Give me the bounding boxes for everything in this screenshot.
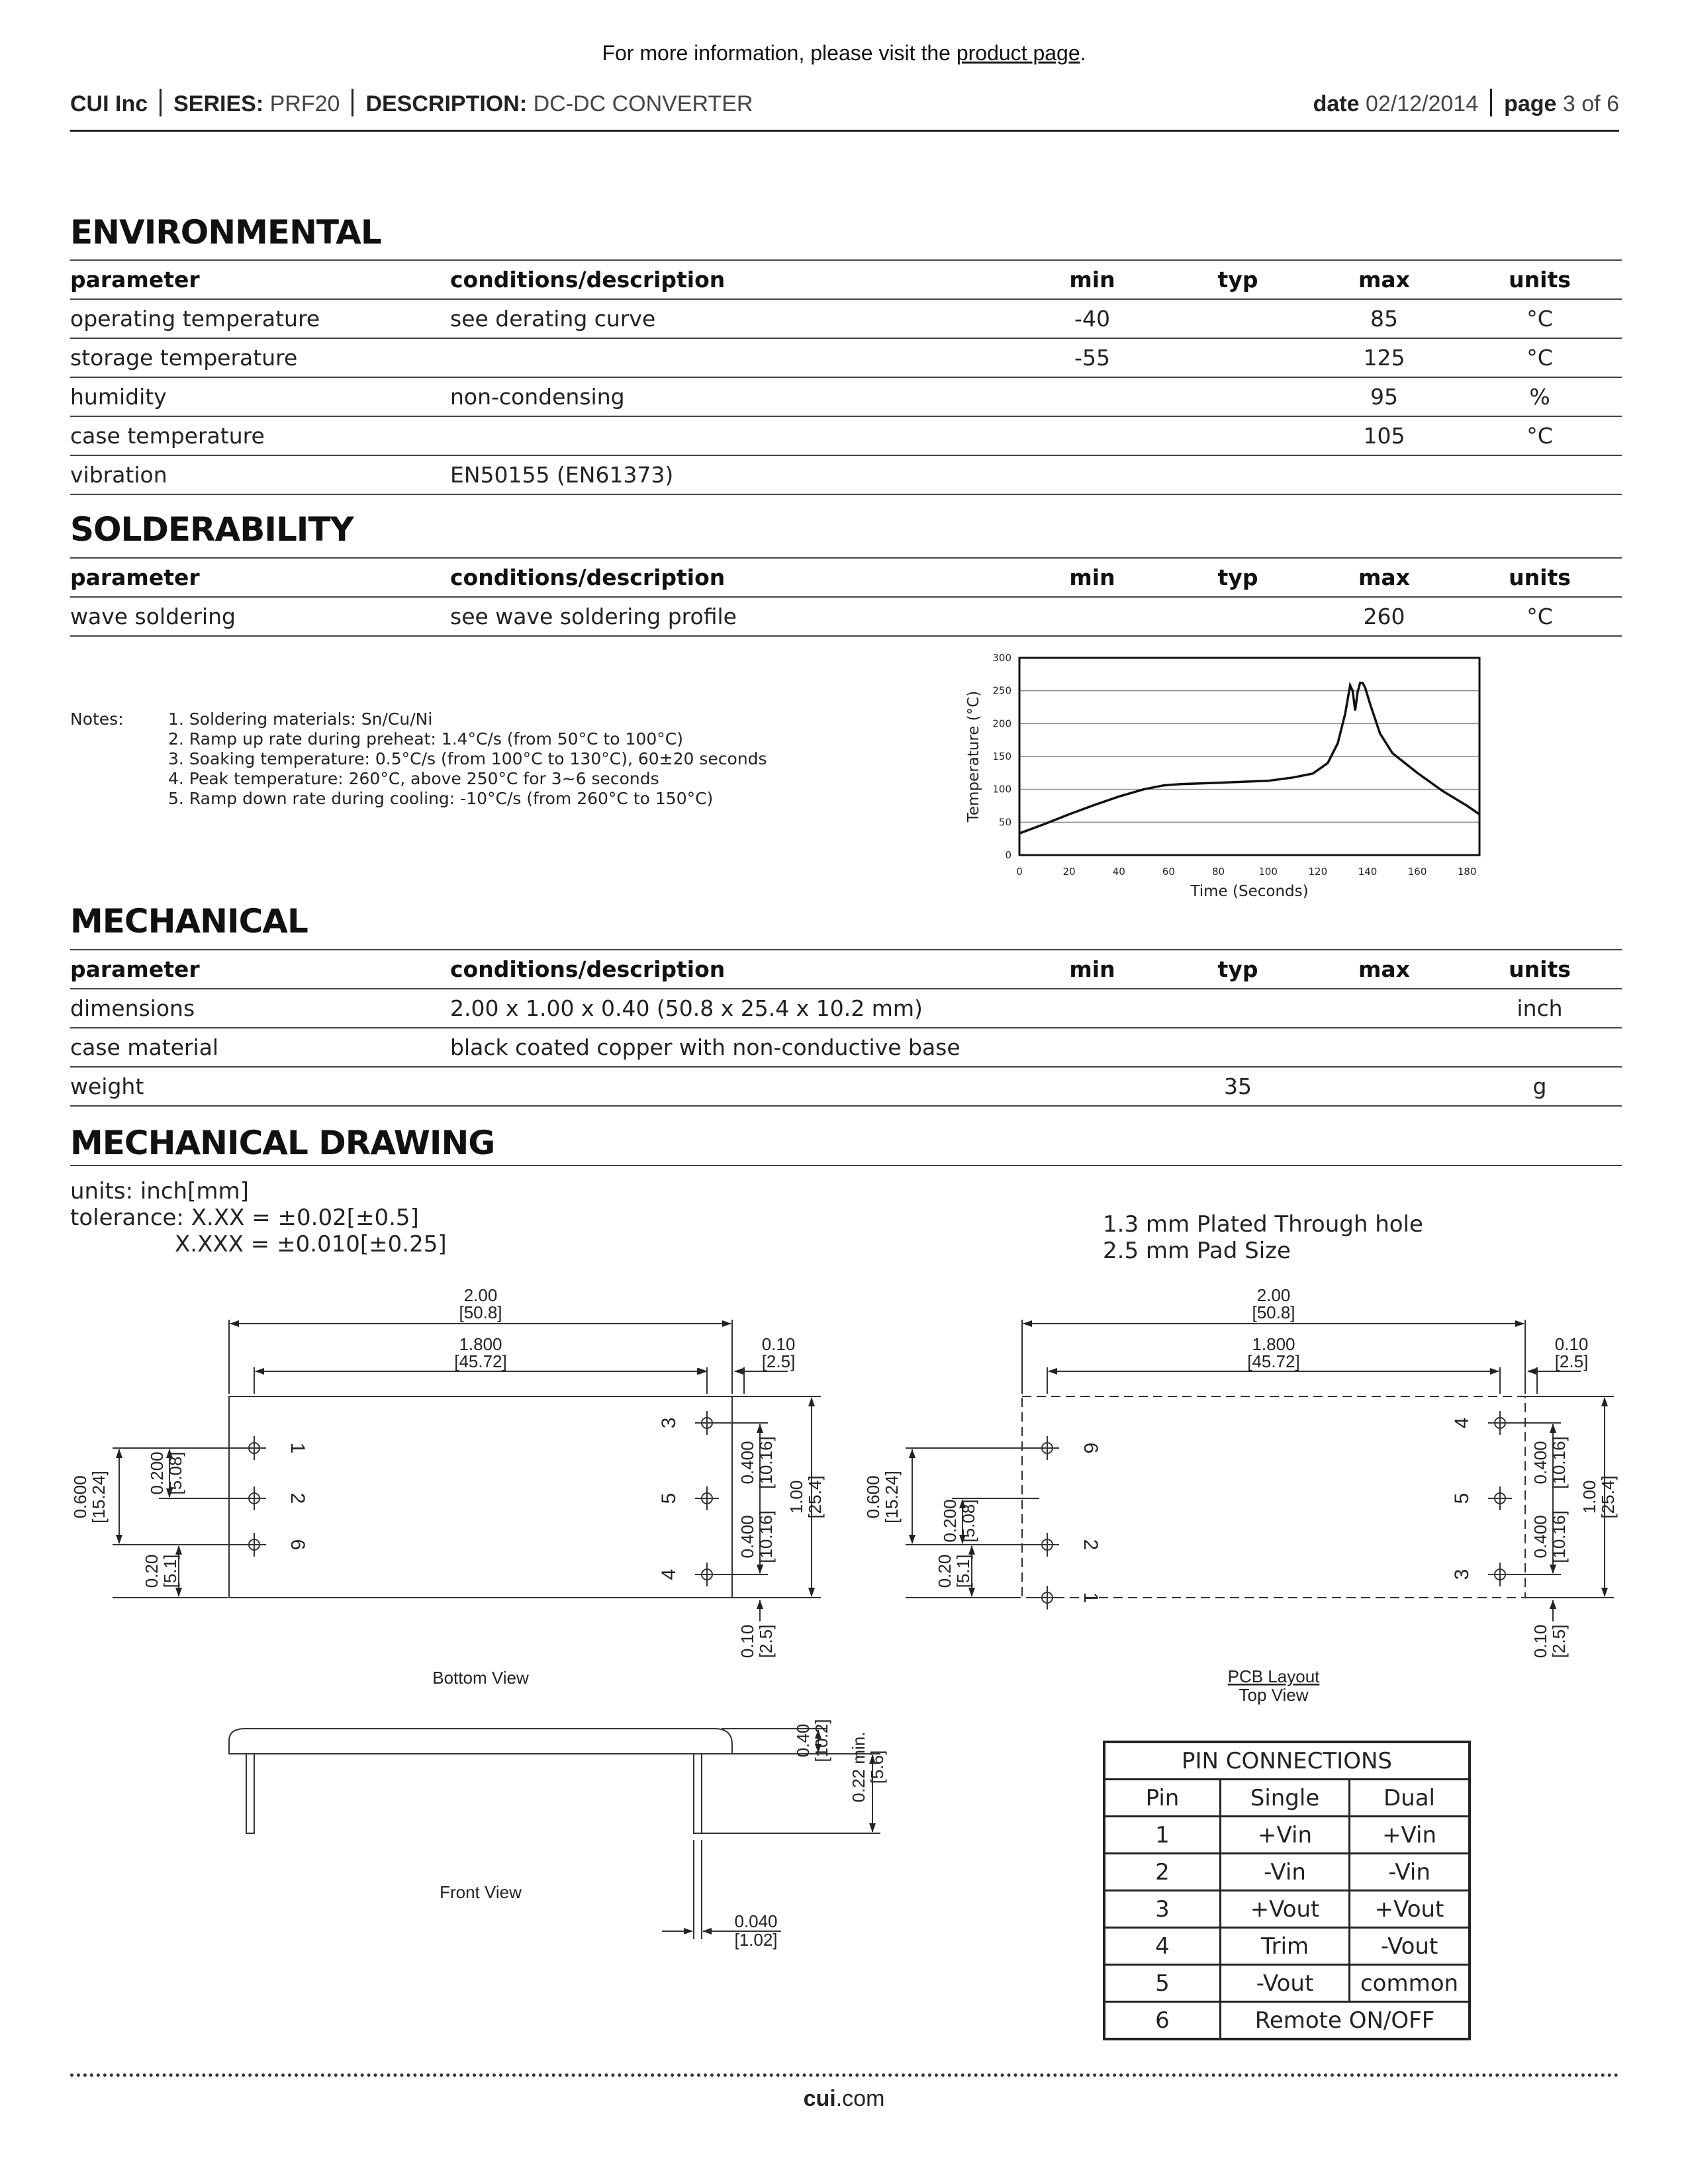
pcb-pin-2 <box>1035 1533 1059 1557</box>
dim-height-mm: [25.4] <box>805 1475 825 1519</box>
dim-400-mm: [10.16] <box>756 1510 776 1563</box>
table-row: dimensions 2.00 x 1.00 x 0.40 (50.8 x 25.4 x 10.2 mm) inch <box>70 989 1622 1028</box>
dim-400: 0.400 <box>1530 1441 1550 1484</box>
x-tick-label: 100 <box>1258 866 1278 878</box>
x-tick-label: 40 <box>1112 866 1125 878</box>
x-tick-label: 140 <box>1358 866 1378 878</box>
y-axis-label: Temperature (°C) <box>965 690 982 823</box>
dim-400: 0.400 <box>737 1441 757 1484</box>
bottom-pin-2 <box>242 1486 266 1510</box>
dim-thickness: 0.40 <box>793 1723 813 1758</box>
x-tick-label: 20 <box>1062 866 1076 878</box>
dim-600-mm: [15.24] <box>89 1471 109 1524</box>
note-item: 5. Ramp down rate during cooling: -10°C/s (from 260°C to 150°C) <box>168 789 714 808</box>
dim-pin-diameter: 0.040 <box>734 1911 778 1931</box>
dim-height: 1.00 <box>1579 1480 1599 1514</box>
dim-20: 0.20 <box>935 1554 955 1588</box>
table-row: storage temperature -55 125 °C <box>70 338 1622 377</box>
pin-label: 1 <box>287 1442 308 1454</box>
tolerance-block: units: inch[mm] tolerance: X.XX = ±0.02[±0.5] X.XXX = ±0.010[±0.25] <box>70 1178 447 1257</box>
dim-600-mm: [15.24] <box>882 1471 902 1524</box>
x-tick-label: 120 <box>1308 866 1328 878</box>
dim-edge: 0.10 <box>1530 1624 1550 1659</box>
company-name: CUI Inc <box>70 91 148 116</box>
pcb-pin-6 <box>1035 1436 1059 1460</box>
dim-pitch: 1.800 <box>1252 1334 1295 1354</box>
pin-label: 3 <box>658 1417 680 1429</box>
y-tick-label: 300 <box>992 652 1011 664</box>
table-row: vibration EN50155 (EN61373) <box>70 455 1622 494</box>
pcb-pin-3 <box>1488 1563 1512 1586</box>
front-pin-left <box>246 1754 254 1833</box>
x-tick-label: 80 <box>1211 866 1225 878</box>
mechanical-table: parameter conditions/description min typ max units dimensions 2.00 x 1.00 x 0.40 (50.8 x 25.4 x 10.2 mm) inch case material black coated copper with non-conductive base weight 35 g <box>70 949 1622 1107</box>
wave-soldering-chart <box>953 647 1496 925</box>
pin-label: 2 <box>1080 1539 1102 1551</box>
note-item: 2. Ramp up rate during preheat: 1.4°C/s (from 50°C to 100°C) <box>168 729 683 749</box>
dim-400: 0.400 <box>1530 1515 1550 1559</box>
solderability-title: SOLDERABILITY <box>70 510 353 549</box>
table-row: 3 +Vout +Vout <box>1104 1891 1470 1928</box>
mechanical-drawing-title: MECHANICAL DRAWING <box>70 1124 1622 1166</box>
dim-thickness-mm: [10.2] <box>812 1719 831 1762</box>
dim-200-mm: [5.08] <box>165 1451 185 1495</box>
pin-label: 5 <box>658 1492 680 1504</box>
pin-label: 3 <box>1451 1569 1473 1580</box>
dim-pitch: 1.800 <box>459 1334 502 1354</box>
pin-label: 6 <box>1080 1442 1102 1454</box>
pin-label: 2 <box>287 1492 308 1504</box>
dim-width: 2.00 <box>1256 1285 1291 1305</box>
y-tick-label: 200 <box>992 717 1011 730</box>
bottom-pin-6 <box>242 1533 266 1557</box>
table-row: wave soldering see wave soldering profile 260 °C <box>70 597 1622 636</box>
table-row: 1 +Vin +Vin <box>1104 1817 1470 1854</box>
note-item: 1. Soldering materials: Sn/Cu/Ni <box>168 709 433 729</box>
pin-label: 4 <box>658 1569 680 1580</box>
dim-200: 0.200 <box>147 1451 167 1495</box>
pin-table-title: PIN CONNECTIONS <box>1104 1742 1470 1780</box>
dim-600: 0.600 <box>70 1475 90 1519</box>
dim-pin-length: 0.22 min. <box>849 1731 868 1803</box>
dim-height: 1.00 <box>786 1480 806 1514</box>
table-row: operating temperature see derating curve -40 85 °C <box>70 299 1622 338</box>
dim-height-mm: [25.4] <box>1598 1475 1618 1519</box>
note-item: 4. Peak temperature: 260°C, above 250°C for 3~6 seconds <box>168 769 659 788</box>
footer-site[interactable]: cui.com <box>803 2086 885 2111</box>
y-tick-label: 0 <box>1005 849 1011 861</box>
table-row: 6 Remote ON/OFF <box>1104 2002 1470 2040</box>
bottom-pin-4 <box>695 1563 719 1586</box>
x-tick-label: 160 <box>1407 866 1427 878</box>
x-tick-label: 60 <box>1162 866 1175 878</box>
table-row: case temperature 105 °C <box>70 416 1622 455</box>
dim-200: 0.200 <box>940 1499 960 1543</box>
bottom-pin-3 <box>695 1411 719 1435</box>
dim-400-mm: [10.16] <box>1549 1436 1569 1489</box>
y-tick-label: 100 <box>992 783 1011 796</box>
dim-200-mm: [5.08] <box>959 1499 978 1543</box>
pcb-layout-label: PCB Layout <box>1227 1666 1320 1686</box>
table-row: 4 Trim -Vout <box>1104 1928 1470 1965</box>
top-view-label: Top View <box>1239 1685 1309 1705</box>
dim-edge-mm: [2.5] <box>1554 1351 1589 1371</box>
y-tick-label: 150 <box>992 751 1011 762</box>
notes-label: Notes: <box>70 709 124 729</box>
dim-width: 2.00 <box>463 1285 498 1305</box>
solderability-table: parameter conditions/description min typ max units wave soldering see wave soldering profile 260 °C <box>70 557 1622 637</box>
dim-width-mm: [50.8] <box>1252 1302 1295 1322</box>
page-number: 3 of 6 <box>1562 91 1619 116</box>
environmental-table: parameter conditions/description min typ max units operating temperature see derating curve -40 85 °C storage temperature -55 125 °C humidity non-condensing 95 % case temperature 105 °C vibration EN50155 (EN61373) <box>70 259 1622 495</box>
pin-label: 6 <box>287 1539 308 1551</box>
dim-20-mm: [5.1] <box>953 1554 973 1588</box>
dim-edge-mm: [2.5] <box>1549 1624 1569 1659</box>
pcb-pin-4 <box>1488 1411 1512 1435</box>
pin-label: 5 <box>1451 1492 1473 1504</box>
dim-400-mm: [10.16] <box>756 1436 776 1489</box>
pcb-hole-note: 1.3 mm Plated Through hole 2.5 mm Pad Size <box>1103 1211 1423 1264</box>
table-row: 2 -Vin -Vin <box>1104 1854 1470 1891</box>
top-note: For more information, please visit the product page. <box>602 41 1086 65</box>
dim-400-mm: [10.16] <box>1549 1510 1569 1563</box>
dim-edge: 0.10 <box>761 1334 796 1354</box>
pcb-layout-outline <box>1022 1396 1525 1598</box>
dim-edge-mm: [2.5] <box>761 1351 796 1371</box>
dim-pitch-mm: [45.72] <box>1247 1351 1300 1371</box>
pcb-pin-5 <box>1488 1486 1512 1510</box>
dim-edge-mm: [2.5] <box>756 1624 776 1659</box>
dim-edge: 0.10 <box>1554 1334 1589 1354</box>
environmental-title: ENVIRONMENTAL <box>70 213 381 251</box>
date-value: 02/12/2014 <box>1365 91 1479 116</box>
dim-width-mm: [50.8] <box>459 1302 502 1322</box>
dim-edge: 0.10 <box>737 1624 757 1659</box>
dim-pin-length-mm: [5.6] <box>867 1750 887 1784</box>
dim-pin-diameter-mm: [1.02] <box>734 1930 778 1950</box>
table-row: weight 35 g <box>70 1067 1622 1106</box>
dim-400: 0.400 <box>737 1515 757 1559</box>
page-header: CUI Inc SERIES: PRF20 DESCRIPTION: DC-DC CONVERTER date 02/12/2014 page 3 of 6 <box>70 89 1619 132</box>
pcb-pin-1 <box>1035 1586 1059 1610</box>
y-tick-label: 50 <box>998 816 1011 829</box>
description-value: DC-DC CONVERTER <box>533 91 753 116</box>
x-tick-label: 0 <box>1016 866 1023 878</box>
y-tick-label: 250 <box>992 684 1011 697</box>
front-view-label: Front View <box>440 1882 522 1902</box>
bottom-view-label: Bottom View <box>432 1668 529 1688</box>
dim-20: 0.20 <box>142 1554 162 1588</box>
series-value: PRF20 <box>269 91 340 116</box>
footer-divider <box>70 2073 1619 2077</box>
pin-label: 1 <box>1080 1592 1102 1604</box>
dim-pitch-mm: [45.72] <box>454 1351 507 1371</box>
pin-label: 4 <box>1451 1417 1473 1429</box>
x-axis-label: Time (Seconds) <box>1190 883 1309 900</box>
front-view-body <box>229 1729 732 1754</box>
front-pin-right <box>694 1754 702 1833</box>
dim-20-mm: [5.1] <box>160 1554 180 1588</box>
table-row: 5 -Vout common <box>1104 1965 1470 2002</box>
table-row: case material black coated copper with non-conductive base <box>70 1028 1622 1067</box>
dim-600: 0.600 <box>863 1475 883 1519</box>
bottom-pin-1 <box>242 1436 266 1460</box>
series-line-wave-soldering-profile <box>1019 683 1479 834</box>
product-page-link[interactable]: product page <box>956 41 1080 65</box>
mechanical-title: MECHANICAL <box>70 902 308 940</box>
note-item: 3. Soaking temperature: 0.5°C/s (from 100°C to 130°C), 60±20 seconds <box>168 749 767 768</box>
pin-connections-table: PIN CONNECTIONS Pin Single Dual 1 +Vin +Vin 2 -Vin -Vin 3 +Vout +Vout 4 Trim -Vout 5 -Vout common 6 Remote ON/OFF <box>1103 1741 1471 2040</box>
bottom-pin-5 <box>695 1486 719 1510</box>
table-row: humidity non-condensing 95 % <box>70 377 1622 416</box>
x-tick-label: 180 <box>1457 866 1477 878</box>
